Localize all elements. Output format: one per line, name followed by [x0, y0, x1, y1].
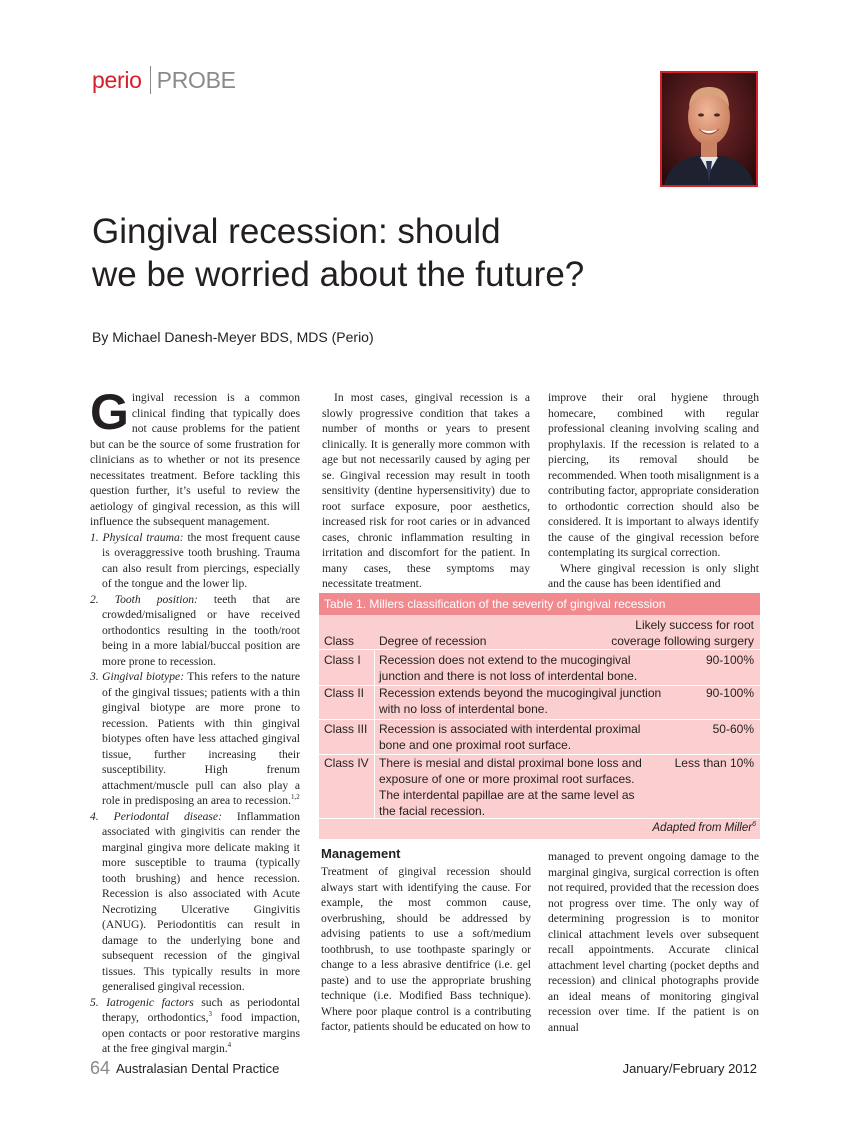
citation: 3 — [208, 1010, 213, 1019]
section-label — [92, 66, 236, 94]
drop-cap: G — [90, 384, 129, 440]
list-item-label: 3. Gingival biotype: — [90, 670, 185, 683]
list-item-text: the most frequent cause is overaggressive tooth brushing. Trauma can also result from piercings, especially of the tongue and the lower lip. — [102, 530, 300, 590]
table-header-degree: Degree of recession — [379, 634, 487, 648]
table-cell-degree: The interdental papillae are at the same level as — [379, 788, 635, 802]
column-3-lower — [548, 849, 759, 1035]
table-cell-degree: There is mesial and distal proximal bone loss and — [379, 756, 642, 770]
body-paragraph: Treatment of gingival recession should always start with identifying the cause. For example, the most common cause, overbrushing, should be addressed by advising patients to use a soft/medium toothbrush, to use toothpaste sparingly or change to a less abrasive dentifrice (i.e. gel paste) and to use the appropriate brushing technique (i.e. Modified Bass technique). Where poor plaque control is a contributing factor, patients should be educated on how to — [321, 865, 531, 1033]
body-paragraph: improve their oral hygiene through homecare, combined with regular professional cleaning involving scaling and prophylaxis. If the recession is related to a piercing, its removal should be recommended. When tooth misalignment is a contributing factor, appropriate consideration to orthodontic correction should also be considered. It is important to always identify the cause of the gingival recession before contemplating its surgical correction. — [548, 391, 759, 559]
column-3 — [548, 390, 759, 592]
section-label-probe: PROBE — [156, 67, 236, 93]
classification-table — [319, 593, 760, 839]
table-header-success-line-1: Likely success for root — [635, 618, 754, 632]
management-heading: Management — [321, 846, 401, 861]
section-divider — [150, 66, 151, 94]
table-header-class: Class — [324, 634, 355, 648]
list-item-label: 2. Tooth position: — [90, 592, 198, 606]
column-2 — [322, 390, 530, 592]
table-cell-degree: bone and one proximal root surface. — [379, 738, 572, 752]
intro-text: ingival recession is a common clinical finding that typically does not cause problems for the patient but can be the source of some frustration for clinicians as to whether or not its presence necessitates treatment. Before tackling this question further, it’s useful to review the aetiology of gingival recession, as this will influence the subsequent management. — [90, 391, 300, 528]
article-title-line-2: we be worried about the future? — [92, 255, 585, 294]
list-item-text: such as periodontal therapy, orthodontics, — [102, 995, 301, 1024]
list-item — [90, 995, 300, 1057]
author-portrait-image — [662, 73, 756, 185]
list-item — [90, 809, 300, 995]
table-cell-degree: Recession is associated with interdental proximal — [379, 722, 641, 736]
table-source-note — [652, 820, 756, 836]
author-photo — [660, 71, 758, 187]
citation: 6 — [752, 821, 756, 829]
list-item-label: 4. Periodontal disease: — [90, 809, 222, 823]
table-divider — [319, 818, 760, 819]
column-2-lower — [321, 864, 531, 1035]
table-cell-degree: with no loss of interdental bone. — [379, 702, 548, 716]
table-cell-class: Class IV — [324, 756, 369, 770]
issue-date: January/February 2012 — [622, 1061, 757, 1076]
table-cell-degree: Recession extends beyond the mucogingival junction — [379, 686, 662, 700]
table-source-text: Adapted from Miller — [652, 822, 753, 834]
section-label-perio: perio — [92, 67, 142, 93]
table-cell-class: Class I — [324, 653, 361, 667]
body-paragraph: Where gingival recession is only slight and the cause has been identified and — [548, 561, 759, 590]
list-item-text: teeth that are crowded/misaligned or have received orthodontics resulting in the tooth/root being in a more labial/buccal position are more prone to recession. — [102, 592, 300, 668]
body-paragraph: managed to prevent ongoing damage to the marginal gingiva, surgical correction is often not required, provided that the recession does not progress over time. The only way of determining progression is to monitor clinical attachment levels over subsequent recall appointments. Accurate clinical attachment level charting (pocket depths and recession) and clinical photographs provide an ideal means of monitoring gingival recession over time. If the patient is on annual — [548, 850, 759, 1034]
table-cell-class: Class II — [324, 686, 365, 700]
table-cell-degree: the facial recession. — [379, 804, 486, 818]
list-item-text: This refers to the nature of the gingival tissues; patients with a thin gingival biotype are more prone to recession. Patients with thin gingival biotypes often have less attached gingival tissue, further increasing their susceptibility. High frenum attachment/muscle pull can also play a role in predisposing an area to recession. — [102, 670, 300, 807]
table-column-divider — [374, 649, 375, 818]
citation: 4 — [227, 1041, 232, 1050]
table-cell-degree: Recession does not extend to the mucogingival — [379, 653, 631, 667]
list-item-text: Inflammation associated with gingivitis can render the marginal gingiva more delicate making it more susceptible to trauma (typically tooth brushing) and hence recession. Recession is also associated with Acute Necrotizing Ulcerative Gingivitis (ANUG). Periodontitis can result in damage to the underlying bone and subsequent recession of the gingival tissues. This typically results in more generalised gingival recession. — [102, 809, 300, 993]
list-item-label: 1. Physical trauma: — [90, 530, 184, 544]
article-title — [92, 210, 712, 296]
list-item-label: 5. Iatrogenic factors — [90, 995, 194, 1009]
table-cell-degree: junction and there is not loss of interdental bone. — [379, 669, 638, 683]
list-item-text: food impaction, open contacts or poor restorative margins at the free gingival margin. — [102, 1011, 301, 1055]
table-cell-success: 50-60% — [712, 722, 754, 736]
table-divider — [319, 649, 760, 650]
table-cell-degree: exposure of one or more proximal root surfaces. — [379, 772, 635, 786]
list-item — [90, 592, 300, 670]
citation: 1,2 — [290, 793, 300, 802]
table-cell-success: 90-100% — [705, 686, 754, 700]
table-header-success-line-2: coverage following surgery — [611, 634, 754, 648]
body-paragraph: In most cases, gingival recession is a slowly progressive condition that takes a number of months or years to present clinically. It is generally more common with age but not necessarily caused by aging per se. Gingival recession may result in tooth sensitivity (dentine hypersensitivity) due to root surface exposure, poor aesthetics, increased risk for root caries or in advanced cases, chronic inflammation resulting in irritation and discomfort for the patient. In many cases, these symptoms may necessitate treatment. — [322, 391, 530, 590]
table-cell-success: Less than 10% — [674, 756, 754, 770]
intro-paragraph — [90, 384, 300, 530]
article-title-line-1: Gingival recession: should — [92, 212, 501, 251]
byline: By Michael Danesh-Meyer BDS, MDS (Perio) — [92, 329, 374, 345]
column-1 — [90, 384, 301, 1057]
publication-name: Australasian Dental Practice — [116, 1061, 280, 1076]
list-item — [90, 530, 300, 592]
table-divider — [319, 719, 760, 720]
table-caption: Table 1. Millers classification of the severity of gingival recession — [319, 593, 760, 615]
table-cell-success: 90-100% — [705, 653, 754, 667]
list-item — [90, 669, 300, 809]
page-number: 64 — [90, 1058, 111, 1078]
table-cell-class: Class III — [324, 722, 368, 736]
